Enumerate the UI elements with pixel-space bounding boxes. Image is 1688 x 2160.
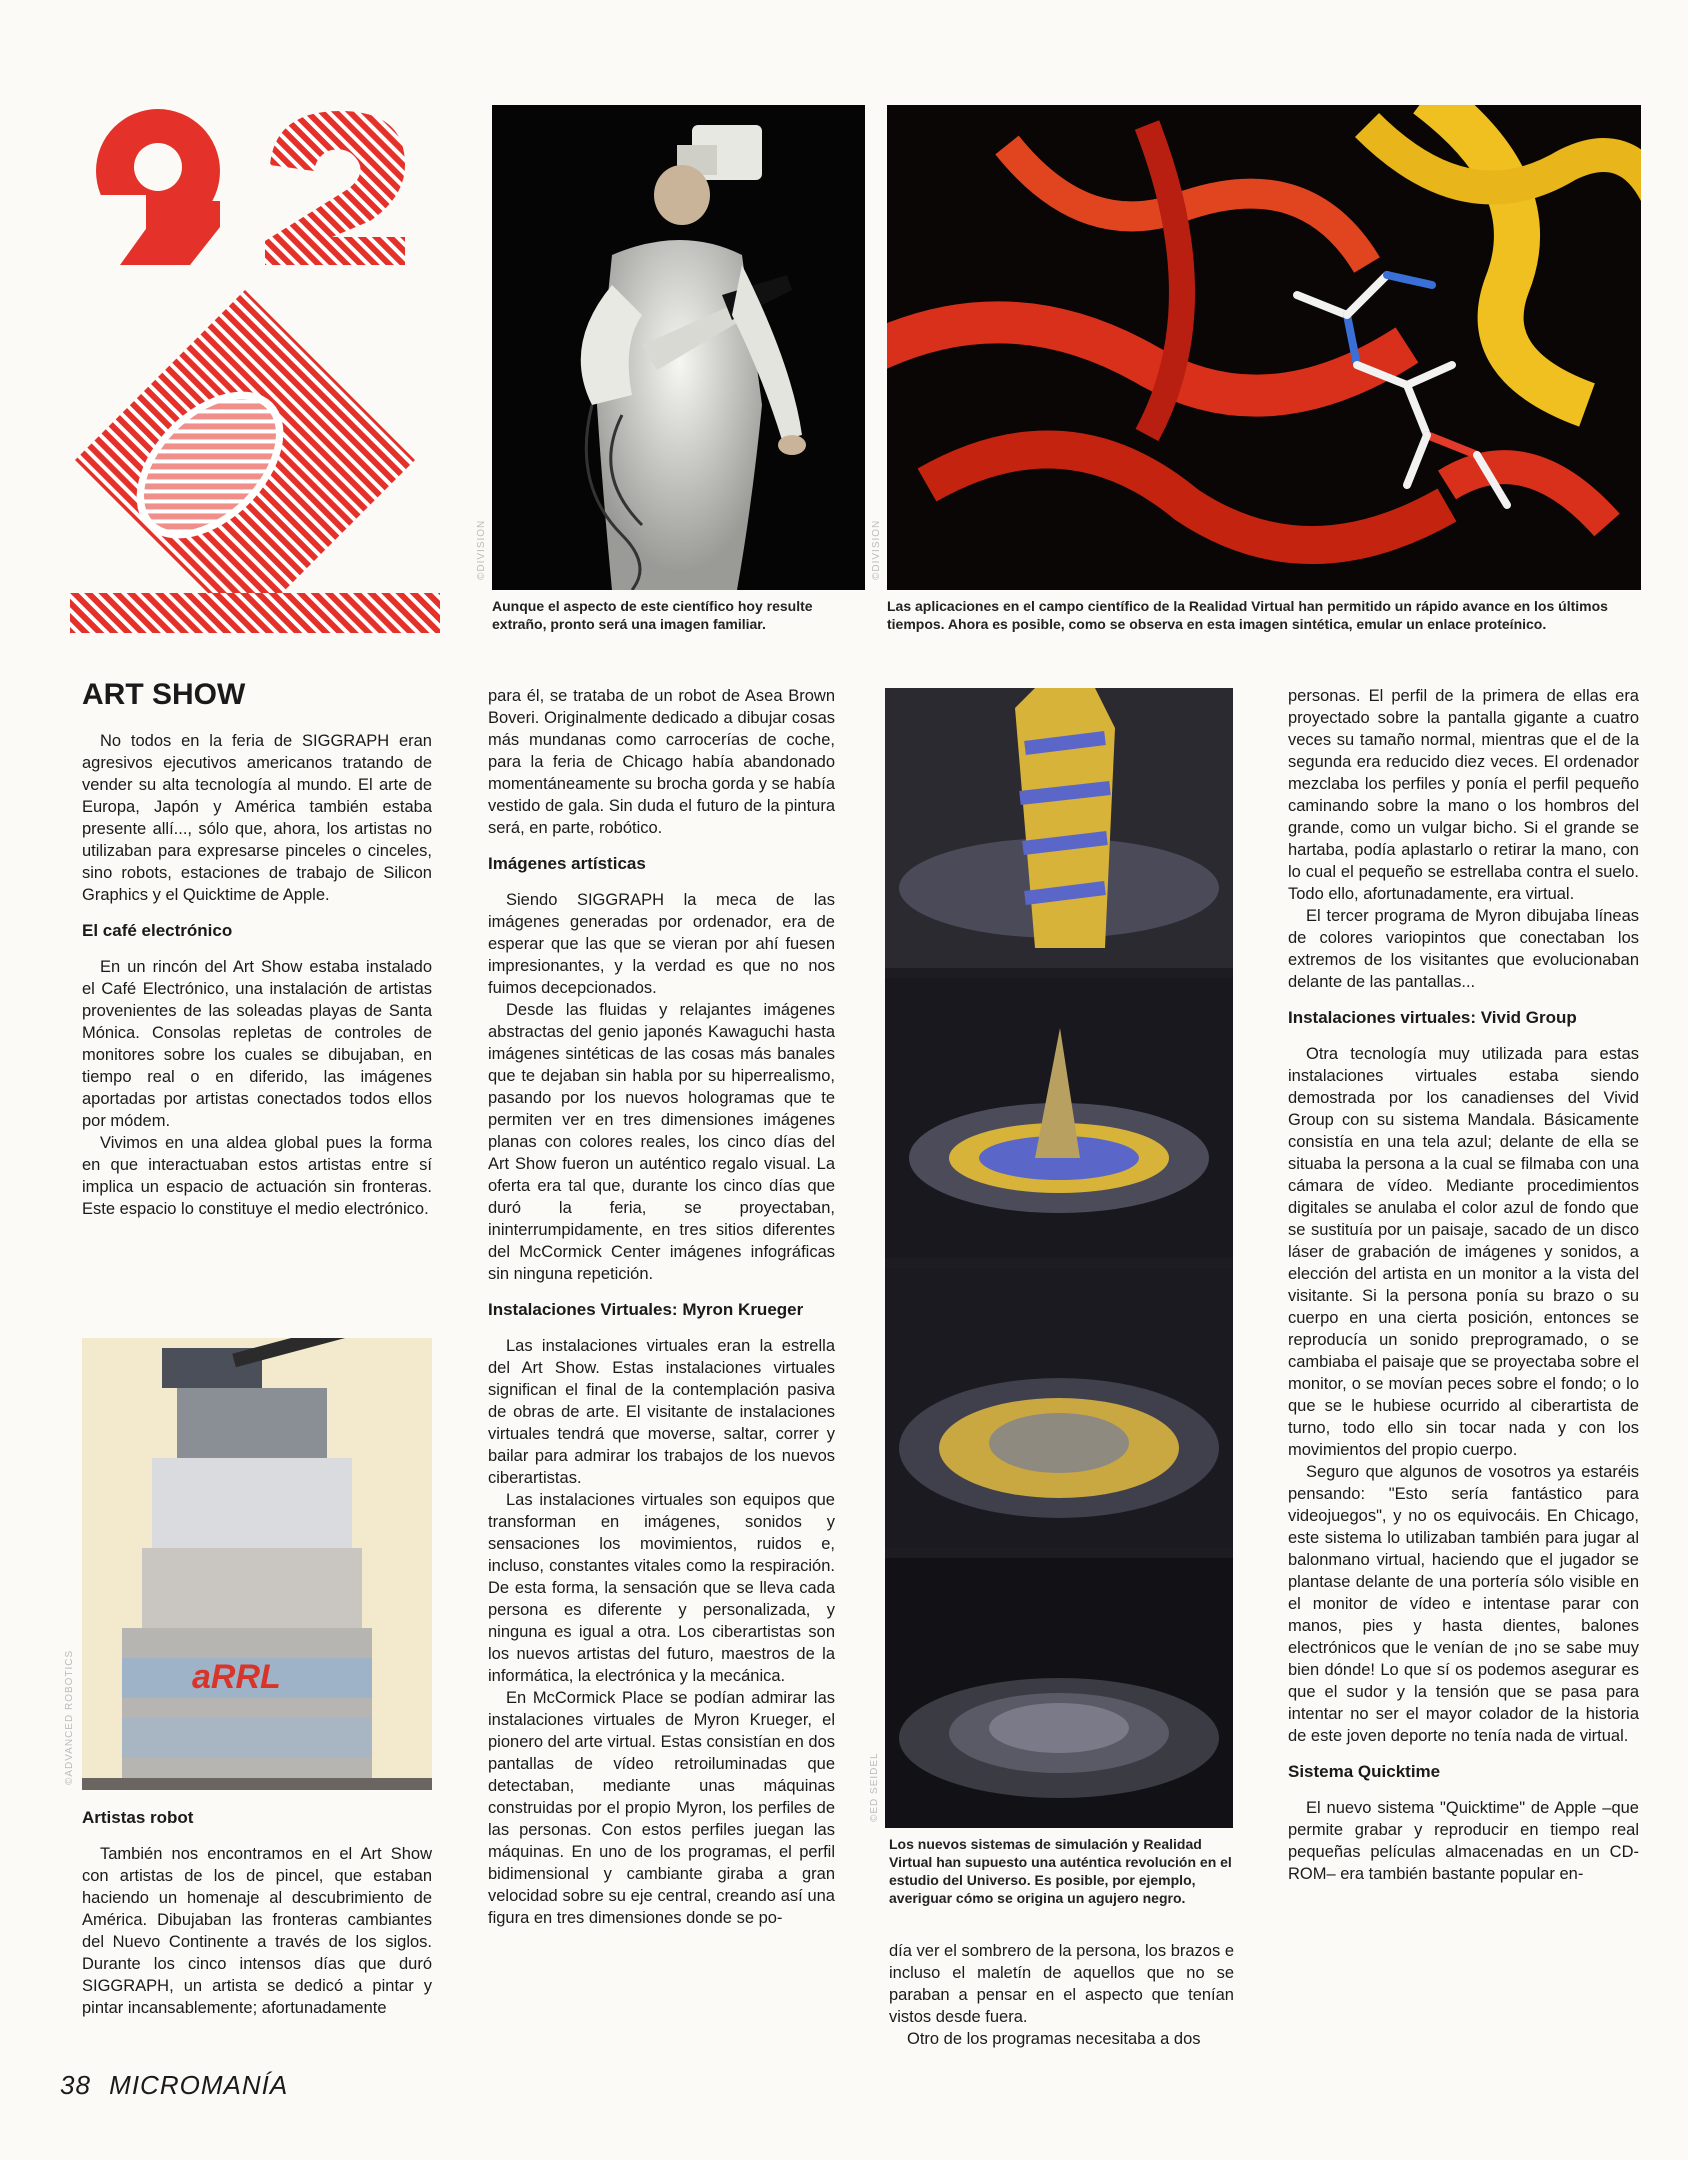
article-column-2 <box>488 685 835 1929</box>
logo-stripe-bar <box>70 593 440 633</box>
article-column-1-bottom <box>82 1807 432 2019</box>
paragraph: día ver el sombrero de la persona, los brazos e incluso el maletín de aquellos que no se paraban a pensar en el aspecto que tenían vistos desde fuera. <box>889 1942 1234 2026</box>
logo-diamond <box>75 290 415 630</box>
section-heading: Sistema Quicktime <box>1288 1762 1441 1781</box>
protein-caption: Las aplicaciones en el campo científico de la Realidad Virtual han permitido un rápido avance en los últimos tiempos. Ahora es posible, como se observa en esta imagen sintética, emular un enlace proteínico. <box>887 598 1608 632</box>
photo-credit: ©DIVISION <box>476 519 487 580</box>
magazine-name: MICROMANÍA <box>109 2070 289 2100</box>
paragraph: En McCormick Place se podían admirar las instalaciones virtuales de Myron Krueger, el pionero del arte virtual. Estas consistían en dos pantallas de vídeo retroiluminadas que detectaban, mediante unas máquinas construidas por el propio Myron, los perfiles de las personas. Con estos perfiles juegan las máquinas. En uno de los programas, el perfil bidimensional y cambiante giraba a gran velocidad sobre su eje central, creando así una figura en tres dimensiones donde se po- <box>488 1689 835 1927</box>
section-heading: Instalaciones Virtuales: Myron Krueger <box>488 1300 804 1319</box>
section-heading: Instalaciones virtuales: Vivid Group <box>1288 1008 1577 1027</box>
article-column-3 <box>889 1940 1234 2050</box>
paragraph: El tercer programa de Myron dibujaba líneas de colores variopintos que conectaban los extremos de los visitantes que evolucionaban delante de las pantallas... <box>1288 907 1639 991</box>
page-number: 38 <box>60 2070 91 2100</box>
paragraph: Vivimos en una aldea global pues la forma en que interactuaban estos artistas entre sí implica un espacio de actuación sin fronteras. Este espacio lo constituye el medio electrónico. <box>82 1134 432 1218</box>
robot-photo <box>82 1338 432 1790</box>
universe-simulation-photos <box>885 688 1233 1828</box>
article-column-4 <box>1288 685 1639 1885</box>
paragraph: Las instalaciones virtuales eran la estrella del Art Show. Estas instalaciones virtuales significan el final de la contemplación pasiva de obras de arte. El visitante de instalaciones virtuales tendrá que moverse, saltar, correr y bailar para admirar los trabajos de los nuevos ciberartistas. <box>488 1337 835 1487</box>
paragraph: Desde las fluidas y relajantes imágenes abstractas del genio japonés Kawaguchi hasta imágenes sintéticas de las cosas más banales que te dejaban sin habla por su hiperrealismo, pasando por los nuevos hologramas que te permiten ver en tres dimensiones imágenes planas con colores reales, los cinco días del Art Show fueron un auténtico regalo visual. La oferta era tal que, durante los cinco días que duró la feria, se proyectaban, ininterrumpidamente, en tres sitios diferentes del McCormick Center imágenes infográficas sin ninguna repetición. <box>488 1001 835 1283</box>
digit-nine <box>96 109 220 265</box>
vr-scientist-photo <box>492 105 865 590</box>
digit-two <box>265 111 405 265</box>
paragraph: Seguro que algunos de vosotros ya estaréis pensando: "Esto sería fantástico para videojuegos", y no os equivocáis. En Chicago, este sistema lo utilizaban también para jugar al balonmano virtual, haciendo que el jugador se plantase delante de una portería sólo visible en el monitor de vídeo e intentase parar con manos, pies y hasta dientes, balones electrónicos que le venían de ¡no se sabe muy bien dónde! Lo que sí os podemos asegurar es que el sudor y la tensión que se pasa para intentar no ser el mayor colador de la historia de este joven deporte no tenía nada de virtual. <box>1288 1463 1639 1745</box>
paragraph: Otro de los programas necesitaba a dos <box>907 2030 1201 2048</box>
scientist-caption: Aunque el aspecto de este científico hoy resulte extraño, pronto será una imagen familiar. <box>492 598 813 632</box>
photo-credit: ©ADVANCED ROBOTICS <box>64 1649 75 1785</box>
paragraph: personas. El perfil de la primera de ellas era proyectado sobre la pantalla gigante a cuatro veces su tamaño normal, mientras que el de la segunda era reducido diez veces. El ordenador mezclaba los perfiles y ponía el perfil pequeño caminando sobre la mano o los hombros del grande, como un vulgar bicho. Si el grande se hartaba, podía aplastarlo o retirar la mano, con lo cual el pequeño se estrellaba contra el suelo. Todo ello, afortunadamente, era virtual. <box>1288 687 1639 903</box>
section-heading: Artistas robot <box>82 1808 194 1827</box>
photo-credit: ©ED SEIDEL <box>869 1752 880 1822</box>
paragraph: También nos encontramos en el Art Show con artistas de los de pincel, que estaban haciendo un homenaje al descubrimiento de América. Dibujaban las fronteras cambiantes del Nuevo Continente a través de los siglos. Durante los cinco intensos días que duró SIGGRAPH, un artista se dedicó a pintar y pintar incansablemente; afortunadamente <box>82 1845 432 2017</box>
siggraph-92-logo <box>70 105 440 645</box>
photo-credit: ©DIVISION <box>871 519 882 580</box>
protein-photo <box>887 105 1641 590</box>
paragraph: En un rincón del Art Show estaba instalado el Café Electrónico, una instalación de artistas provenientes de las soleadas playas de Santa Mónica. Consolas repletas de controles de monitores sobre los cuales se dibujaban, en tiempo real o en diferido, las imágenes aportadas por artistas conectados todos ellos por módem. <box>82 958 432 1130</box>
paragraph: El nuevo sistema "Quicktime" de Apple –que permite grabar y reproducir en tiempo real pequeñas películas almacenadas en un CD-ROM– era también bastante popular en- <box>1288 1799 1639 1883</box>
universe-caption: Los nuevos sistemas de simulación y Realidad Virtual han supuesto una auténtica revolución en el estudio del Universo. Es posible, por ejemplo, averiguar cómo se origina un agujero negro. <box>889 1836 1232 1906</box>
section-heading: Imágenes artísticas <box>488 854 646 873</box>
section-heading: El café electrónico <box>82 921 233 940</box>
page-footer <box>60 2070 288 2101</box>
paragraph: Las instalaciones virtuales son equipos que transforman en imágenes, sonidos y sensaciones los movimientos, ruidos e, incluso, constantes vitales como la respiración. De esta forma, la sensación que se lleva cada persona es diferente y personalizada, y ninguna es igual a otra. Los ciberartistas son los nuevos artistas del futuro, maestros de la informática, la electrónica y la mecánica. <box>488 1491 835 1685</box>
paragraph: Siendo SIGGRAPH la meca de las imágenes generadas por ordenador, era de esperar que las que se vieran por ahí fuesen impresionantes, y la verdad es que no nos fuimos decepcionados. <box>488 891 835 997</box>
paragraph: Otra tecnología muy utilizada para estas instalaciones virtuales estaba siendo demostrada por los canadienses del Vivid Group con su sistema Mandala. Básicamente consistía en una tela azul; delante de ella se situaba la persona a la cual se filmaba con una cámara de vídeo. Mediante procedimientos digitales se anulaba el color azul de fondo que se sustituía por un paisaje, sacado de un disco láser de grabación de imágenes y sonidos, a elección del artista en un monitor a la vista del visitante. Si la persona ponía su brazo o su cuerpo en una cierta posición, entonces se reproducía un sonido preprogramado, o se cambiaba el paisaje que se proyectaba sobre el monitor, o se movían peces sobre el fondo; o lo que se le hubiese ocurrido al ciberartista de turno, todo ello sin tocar nada y con los movimientos del propio cuerpo. <box>1288 1045 1639 1459</box>
paragraph: para él, se trataba de un robot de Asea Brown Boveri. Originalmente dedicado a dibujar cosas más mundanas como carrocerías de coche, para la feria de Chicago había abandonado momentáneamente su brocha gorda y se había vestido de gala. Sin duda el futuro de la pintura será, en parte, robótico. <box>488 687 835 837</box>
article-title: ART SHOW <box>82 678 246 711</box>
robot-badge: aRRL <box>192 1658 281 1696</box>
paragraph: No todos en la feria de SIGGRAPH eran agresivos ejecutivos americanos tratando de vender su alta tecnología al mundo. El arte de Europa, Japón y América también estaba presente allí..., sólo que, ahora, los artistas no utilizaban para expresarse pinceles o cinceles, sino robots, estaciones de trabajo de Silicon Graphics y el Quicktime de Apple. <box>82 732 432 904</box>
article-column-1 <box>82 730 432 1220</box>
